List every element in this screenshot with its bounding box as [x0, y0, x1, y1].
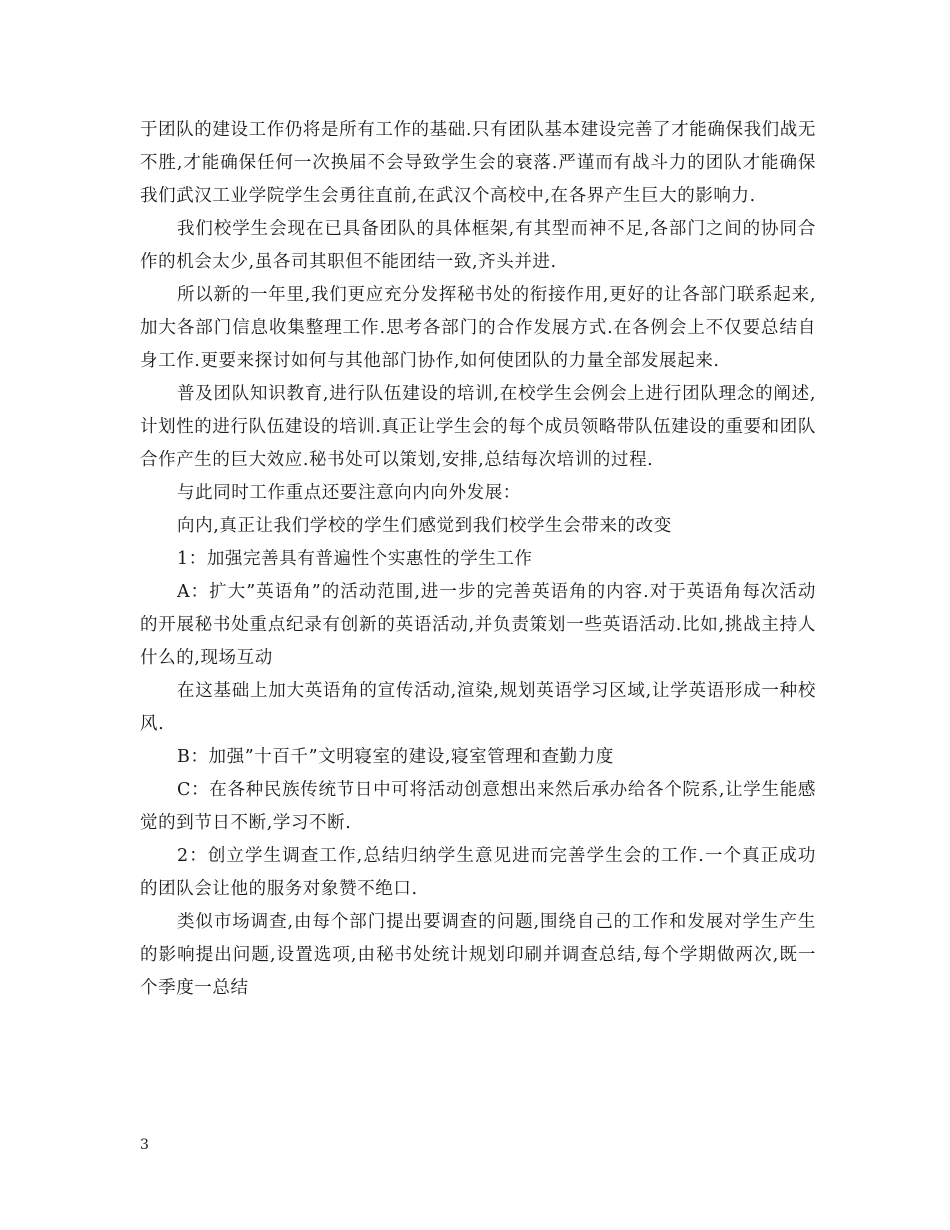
list-item: 2：创立学生调查工作,总结归纳学生意见进而完善学生会的工作.一个真正成功的团队会让他的服务对象赞不绝口. — [140, 846, 816, 899]
list-item: C：在各种民族传统节日中可将活动创意想出来然后承办给各个院系,让学生能感觉的到节日不断,学习不断. — [140, 780, 816, 833]
paragraph: 所以新的一年里,我们更应充分发挥秘书处的衔接作用,更好的让各部门联系起来,加大各部门信息收集整理工作.思考各部门的合作发展方式.在各例会上不仅要总结自身工作.更要来探讨如何与其他部门协作,如何使团队的力量全部发展起来. — [140, 285, 816, 371]
document-body — [140, 114, 816, 1005]
paragraph: 向内,真正让我们学校的学生们感觉到我们校学生会带来的改变 — [177, 516, 672, 536]
paragraph: 类似市场调查,由每个部门提出要调查的问题,围绕自己的工作和发展对学生产生的影响提出问题,设置选项,由秘书处统计规划印刷并调查总结,每个学期做两次,既一个季度一总结 — [140, 912, 816, 998]
list-item: 1：加强完善具有普遍性个实惠性的学生工作 — [177, 549, 533, 569]
paragraph: 普及团队知识教育,进行队伍建设的培训,在校学生会例会上进行团队理念的阐述,计划性的进行队伍建设的培训.真正让学生会的每个成员领略带队伍建设的重要和团队合作产生的巨大效应.秘书处可以策划,安排,总结每次培训的过程. — [140, 384, 816, 470]
page-number: 3 — [140, 1137, 149, 1153]
list-item: B：加强”十百千”文明寝室的建设,寝室管理和查勤力度 — [177, 747, 614, 767]
paragraph: 于团队的建设工作仍将是所有工作的基础.只有团队基本建设完善了才能确保我们战无不胜,才能确保任何一次换届不会导致学生会的衰落.严谨而有战斗力的团队才能确保我们武汉工业学院学生会勇往直前,在武汉个高校中,在各界产生巨大的影响力. — [140, 120, 816, 206]
paragraph: 我们校学生会现在已具备团队的具体框架,有其型而神不足,各部门之间的协同合作的机会太少,虽各司其职但不能团结一致,齐头并进. — [140, 219, 816, 272]
paragraph: 与此同时工作重点还要注意向内向外发展： — [177, 483, 521, 503]
list-item: A：扩大”英语角”的活动范围,进一步的完善英语角的内容.对于英语角每次活动的开展秘书处重点纪录有创新的英语活动,并负责策划一些英语活动.比如,挑战主持人什么的,现场互动 — [140, 582, 816, 668]
paragraph: 在这基础上加大英语角的宣传活动,渲染,规划英语学习区域,让学英语形成一种校风. — [140, 681, 816, 734]
